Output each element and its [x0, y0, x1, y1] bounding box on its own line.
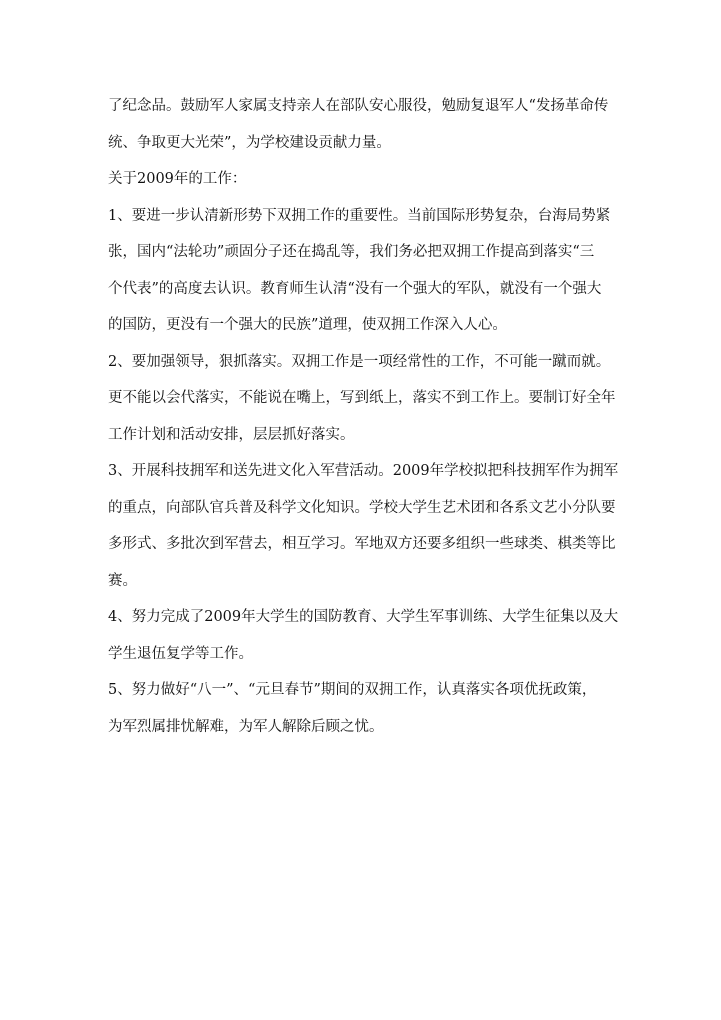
text-line: 赛。 [108, 572, 137, 589]
text-line: 3、开展科技拥军和送先进文化入军营活动。2009年学校拟把科技拥军作为拥军 [108, 463, 619, 479]
text-line: 个代表”的高度去认识。教育师生认清“没有一个强大的军队，就没有一个强大 [108, 280, 602, 297]
text-line: 工作计划和活动安排，层层抓好落实。 [108, 426, 355, 443]
section-heading: 关于2009年的工作： [108, 171, 247, 187]
text-line: 4、努力完成了2009年大学生的国防教育、大学生军事训练、大学生征集以及大 [108, 609, 619, 625]
text-line: 1、要进一步认清新形势下双拥工作的重要性。当前国际形势复杂，台海局势紧 [108, 207, 611, 224]
text-line: 统、争取更大光荣”，为学校建设贡献力量。 [108, 134, 391, 151]
text-line: 的国防，更没有一个强大的民族”道理，使双拥工作深入人心。 [108, 317, 507, 333]
document-body [108, 88, 628, 745]
text-line: 学生退伍复学等工作。 [108, 645, 253, 662]
text-line: 2、要加强领导，狠抓落实。双拥工作是一项经常性的工作，不可能一蹴而就。 [108, 353, 611, 370]
text-line: 更不能以会代落实，不能说在嘴上，写到纸上，落实不到工作上。要制订好全年 [108, 390, 616, 406]
text-line: 张，国内“法轮功”顽固分子还在捣乱等，我们务必把双拥工作提高到落实“三 [108, 244, 595, 260]
text-line: 的重点，向部队官兵普及科学文化知识。学校大学生艺术团和各系文艺小分队要 [108, 499, 616, 516]
text-line: 多形式、多批次到军营去，相互学习。军地双方还要多组织一些球类、棋类等比 [108, 536, 616, 552]
text-line: 了纪念品。鼓励军人家属支持亲人在部队安心服役，勉励复退军人“发扬革命传 [108, 98, 609, 114]
text-line: 5、努力做好“八一”、“元旦春节”期间的双拥工作，认真落实各项优抚政策， [108, 682, 597, 698]
text-line: 为军烈属排忧解难，为军人解除后顾之忧。 [108, 718, 384, 735]
